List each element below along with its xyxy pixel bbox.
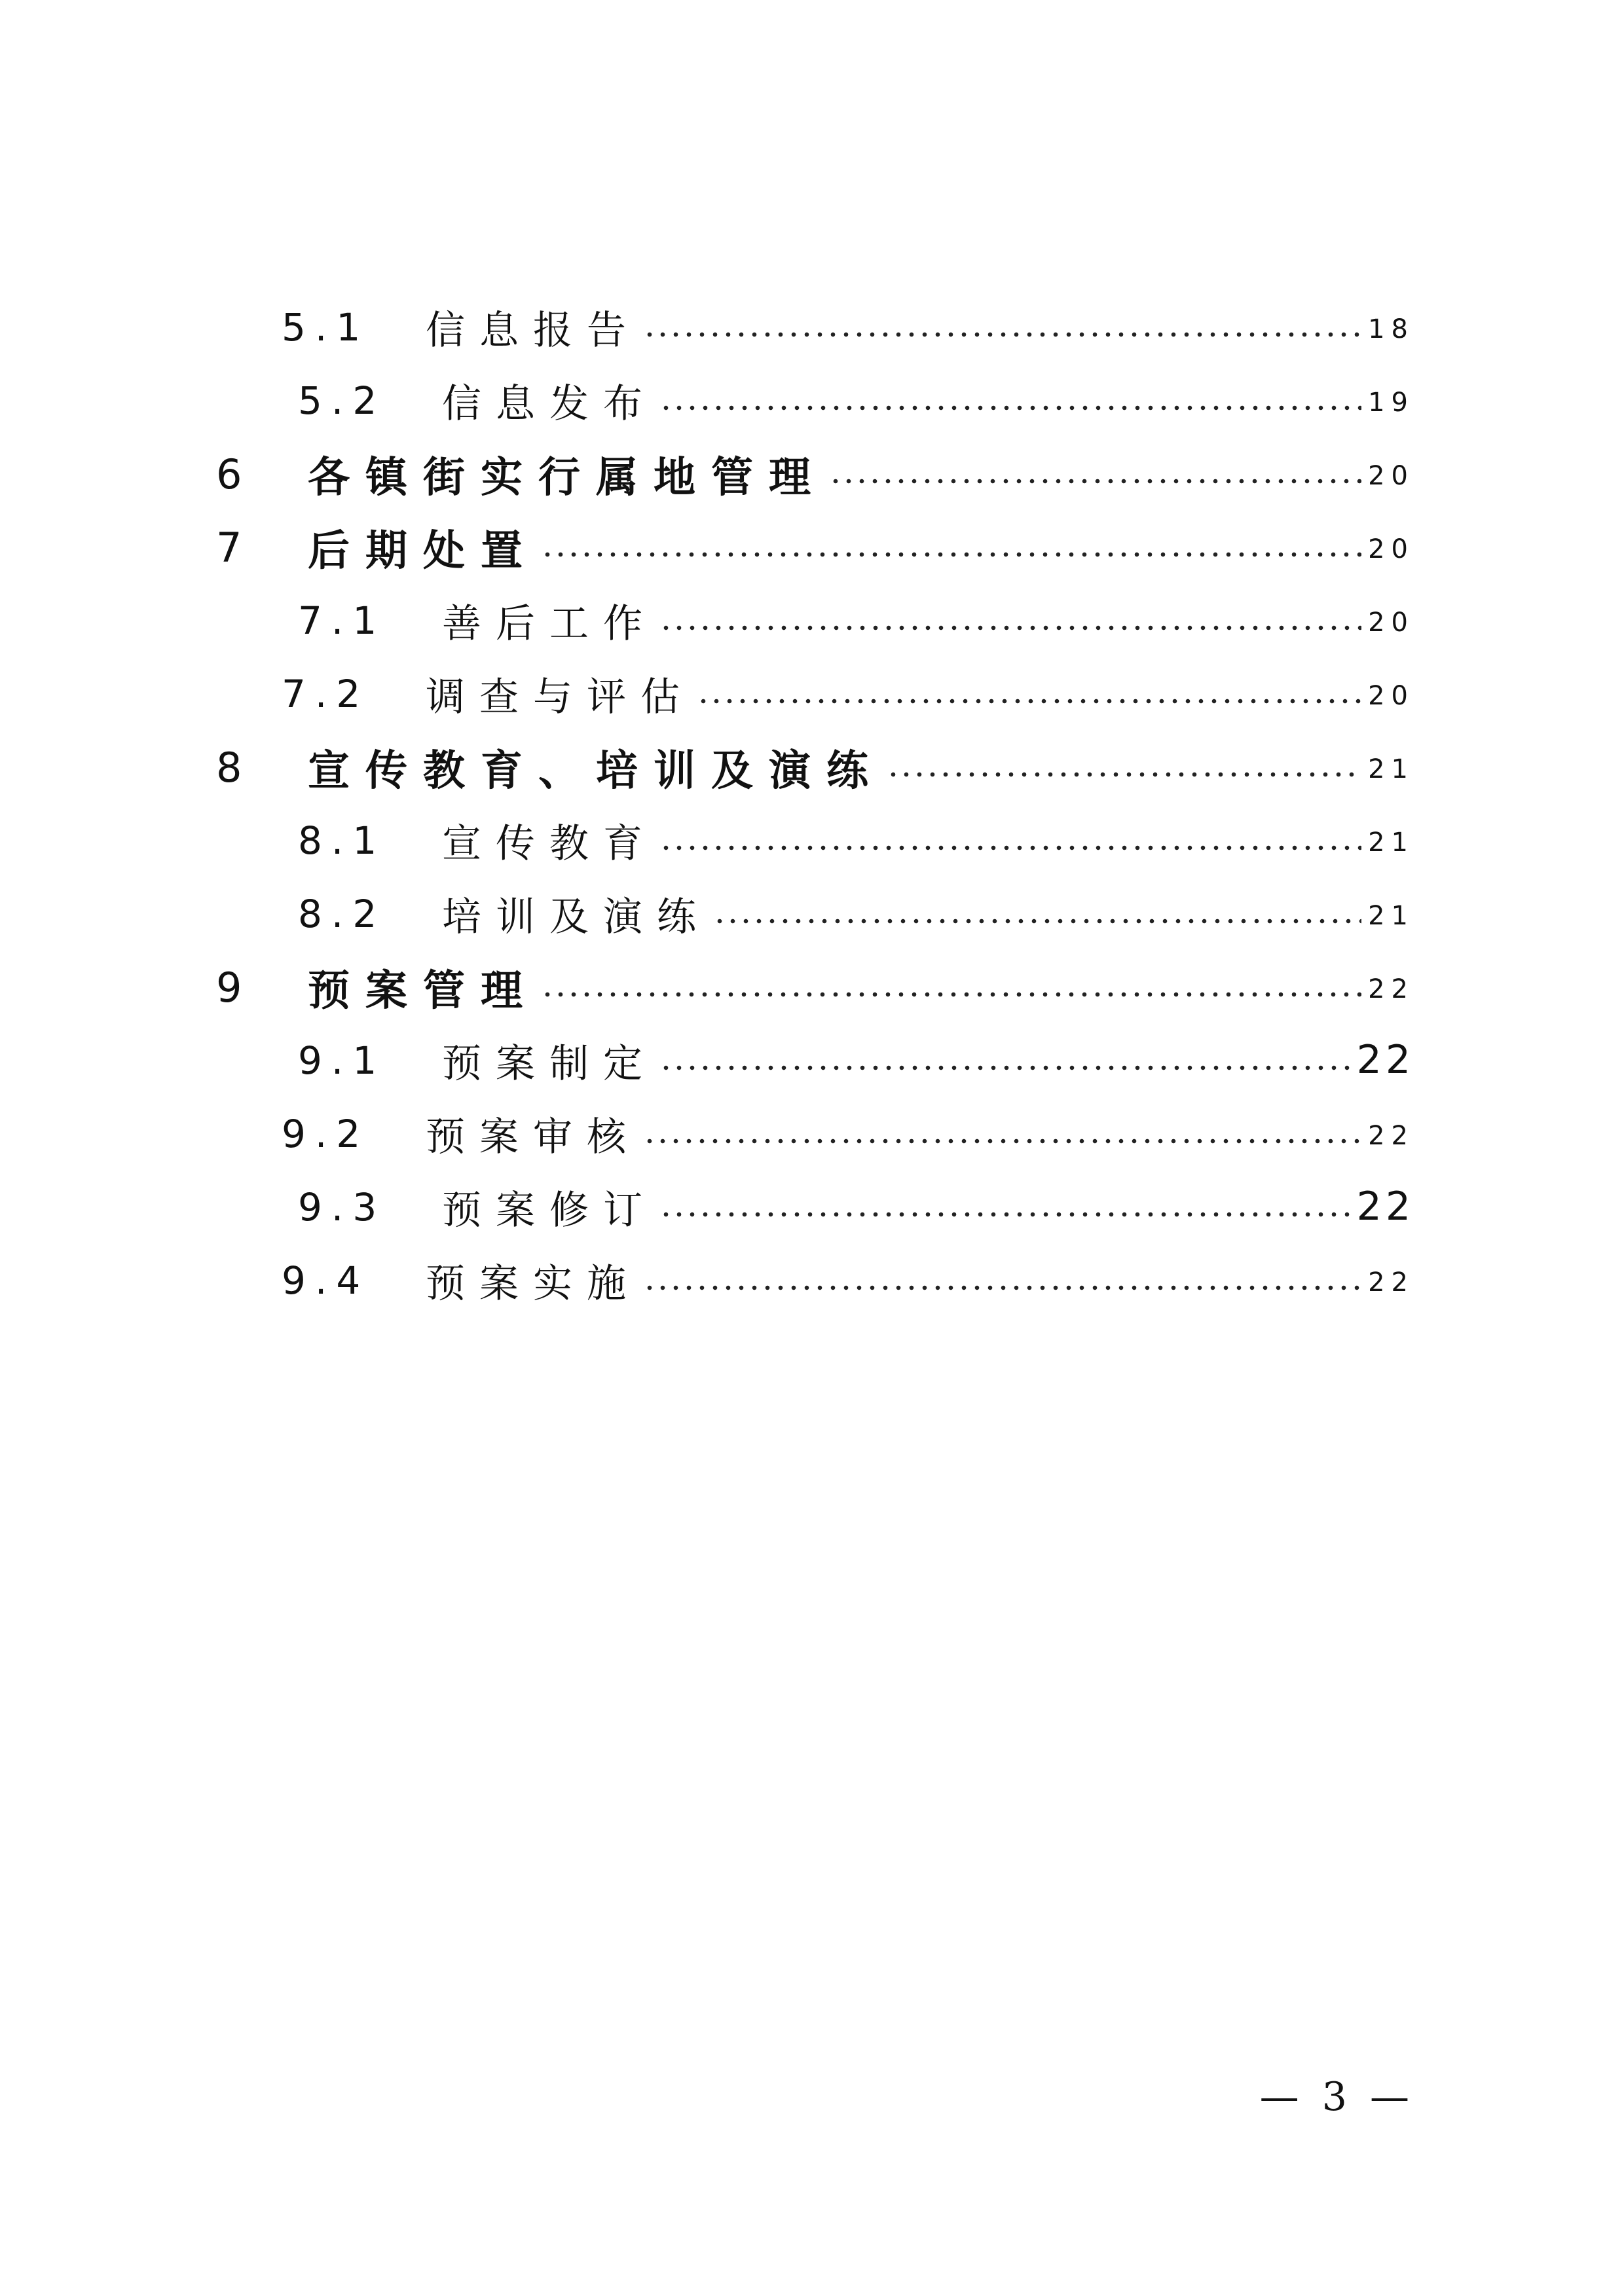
- toc-entry-9-3[interactable]: [298, 1181, 1414, 1233]
- toc-number: 9.3: [298, 1185, 386, 1230]
- toc-page: 21: [1368, 754, 1414, 784]
- toc-title: 善后工作: [442, 601, 657, 647]
- toc-title: 调查与评估: [426, 674, 694, 720]
- toc-leader-dots: [541, 990, 1361, 999]
- toc-title: 预案修订: [442, 1188, 657, 1233]
- toc-entry-9[interactable]: [216, 961, 1414, 1013]
- toc-number: 9: [216, 963, 242, 1011]
- toc-leader-dots: [887, 770, 1361, 779]
- toc-leader-dots: [643, 330, 1361, 339]
- toc-entry-8[interactable]: [216, 741, 1414, 793]
- toc-leader-dots: [659, 1063, 1350, 1072]
- toc-number: 8: [216, 743, 242, 792]
- toc-entry-7-2[interactable]: [282, 668, 1414, 720]
- toc-leader-dots: [643, 1137, 1361, 1146]
- toc-leader-dots: [659, 623, 1361, 632]
- toc-entry-7[interactable]: [216, 521, 1414, 574]
- toc-entry-5-1[interactable]: [282, 301, 1414, 354]
- toc-page: 22: [1368, 1267, 1414, 1298]
- toc-number: 6: [216, 450, 242, 498]
- toc-leader-dots: [713, 917, 1361, 926]
- page-number: — 3 —: [1259, 2074, 1414, 2120]
- toc-number: 5.1: [282, 305, 370, 350]
- toc-title: 培训及演练: [442, 894, 710, 940]
- toc-title: 预案制定: [442, 1041, 657, 1087]
- toc-leader-dots: [659, 843, 1361, 852]
- toc-page: 22: [1356, 1037, 1414, 1083]
- toc-page: 20: [1368, 608, 1414, 638]
- toc-number: 7.2: [282, 672, 370, 716]
- toc-number: 7.1: [298, 598, 386, 643]
- toc-title: 宣传教育、培训及演练: [308, 747, 884, 795]
- toc-leader-dots: [659, 403, 1361, 412]
- toc-entry-8-1[interactable]: [298, 814, 1414, 867]
- toc-entry-9-2[interactable]: [282, 1108, 1414, 1160]
- toc-page: 22: [1356, 1184, 1414, 1230]
- toc-entry-5-2[interactable]: [298, 374, 1414, 427]
- toc-page: 21: [1368, 828, 1414, 858]
- toc-title: 信息报告: [426, 308, 640, 354]
- toc-leader-dots: [697, 697, 1361, 706]
- toc-page: 20: [1368, 681, 1414, 711]
- toc-entry-6[interactable]: [216, 448, 1414, 500]
- toc-title: 预案审核: [426, 1114, 640, 1160]
- toc-entry-9-1[interactable]: [298, 1034, 1414, 1087]
- toc-title: 各镇街实行属地管理: [308, 454, 826, 502]
- toc-page: 20: [1368, 534, 1414, 564]
- toc-title: 后期处置: [308, 527, 538, 575]
- toc-leader-dots: [659, 1210, 1350, 1219]
- toc-entry-7-1[interactable]: [298, 594, 1414, 647]
- toc-title: 宣传教育: [442, 821, 657, 867]
- toc-page: 20: [1368, 461, 1414, 491]
- toc-number: 9.1: [298, 1038, 386, 1083]
- toc-title: 预案管理: [308, 967, 538, 1015]
- toc-page: 18: [1368, 314, 1414, 344]
- toc-page: 21: [1368, 901, 1414, 931]
- toc-number: 9.2: [282, 1112, 370, 1156]
- toc-number: 8.1: [298, 818, 386, 863]
- toc-number: 9.4: [282, 1258, 370, 1303]
- toc-page: 19: [1368, 388, 1414, 418]
- toc-leader-dots: [541, 550, 1361, 559]
- toc-page: 22: [1368, 974, 1414, 1004]
- toc-leader-dots: [643, 1283, 1361, 1292]
- toc-title: 预案实施: [426, 1261, 640, 1307]
- toc-leader-dots: [829, 477, 1361, 486]
- toc-number: 8.2: [298, 892, 386, 936]
- toc-number: 5.2: [298, 378, 386, 423]
- toc-number: 7: [216, 523, 242, 572]
- toc-entry-9-4[interactable]: [282, 1254, 1414, 1307]
- toc-title: 信息发布: [442, 381, 657, 427]
- toc-page: 22: [1368, 1121, 1414, 1151]
- toc-entry-8-2[interactable]: [298, 888, 1414, 940]
